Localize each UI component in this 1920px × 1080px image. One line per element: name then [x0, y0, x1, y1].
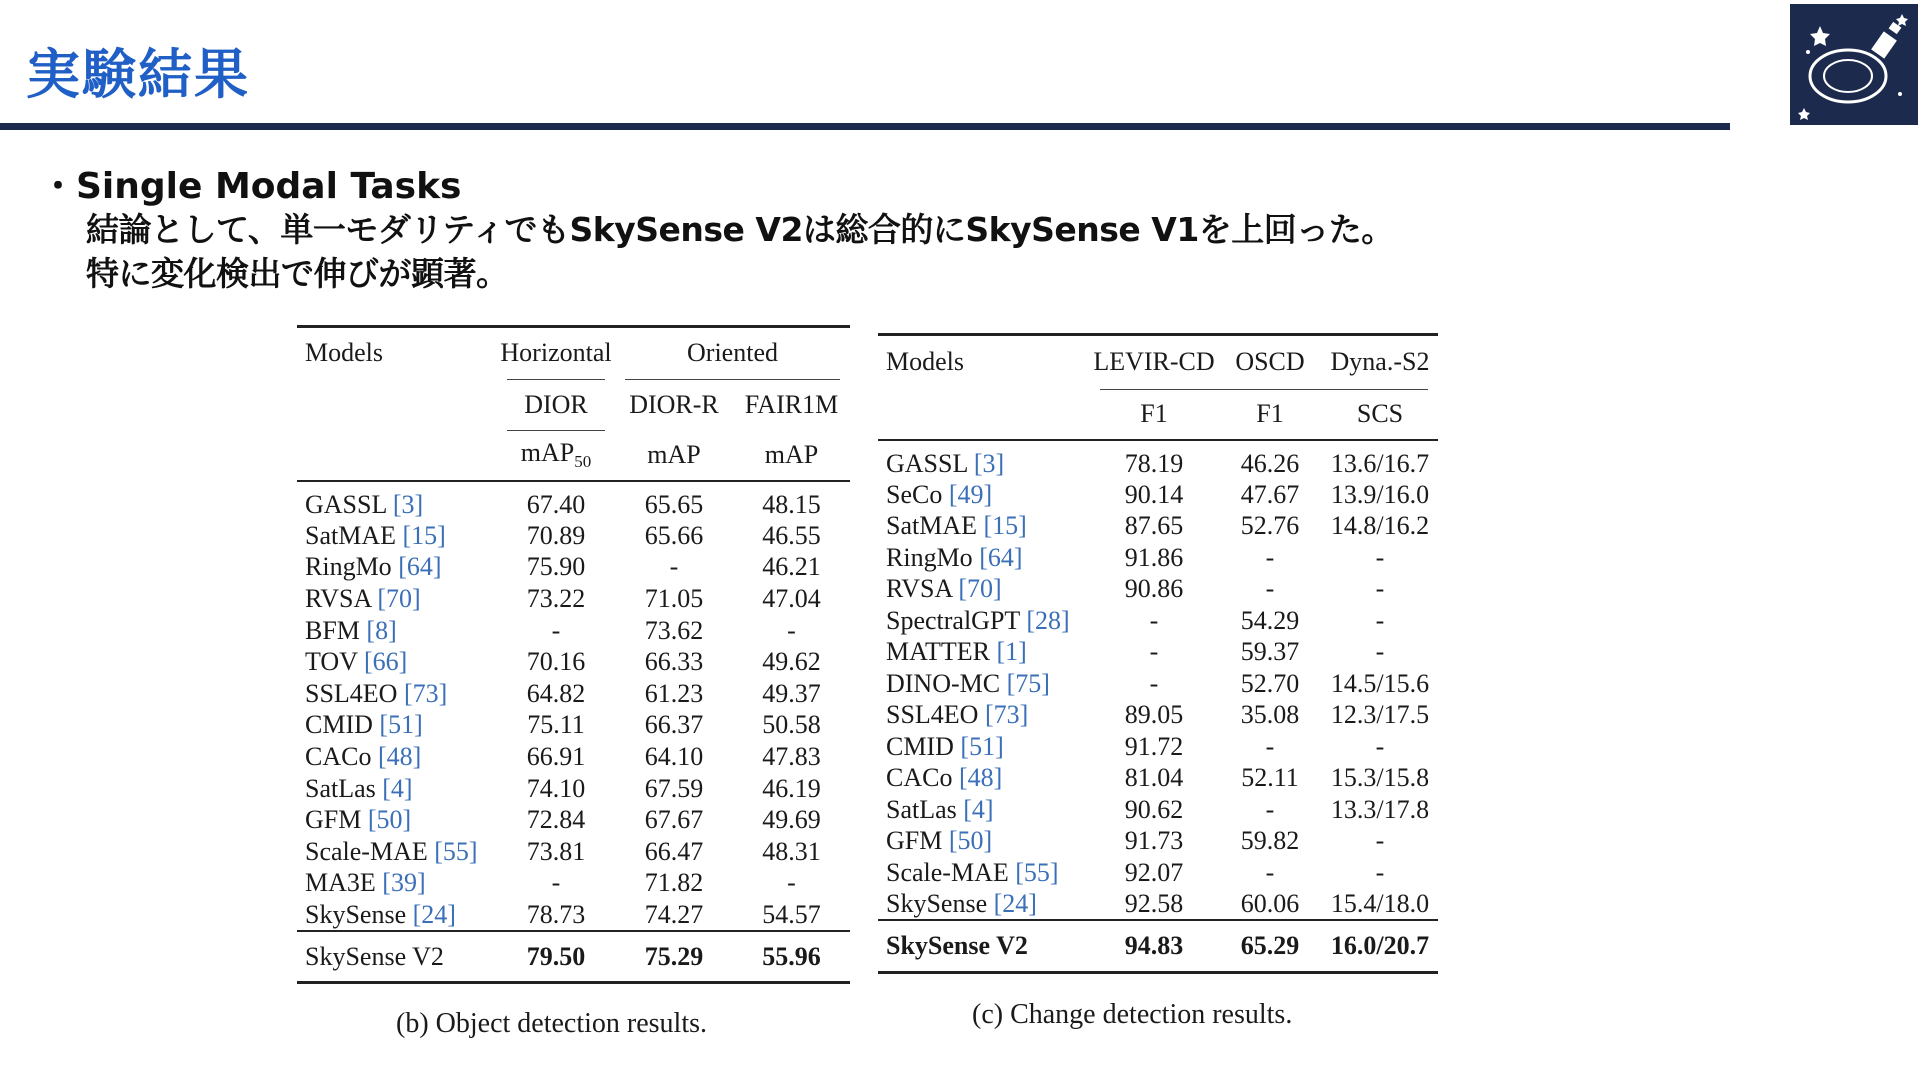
dyna-scs: -: [1375, 857, 1385, 887]
model-name: [878, 857, 1090, 889]
table-row: [878, 826, 1438, 858]
dior-r-map: 67.67: [644, 805, 704, 835]
levir-f1: 91.86: [1124, 542, 1184, 572]
dior-map50: 72.84: [526, 805, 586, 835]
dior-map50: 75.90: [526, 552, 586, 582]
model-name: [878, 668, 1090, 700]
levir-f1: 81.04: [1124, 763, 1184, 793]
model-label: Scale-MAE: [305, 836, 428, 866]
citation-ref: [55]: [434, 836, 478, 866]
dior-map50: 67.40: [526, 489, 586, 519]
table-row: [878, 605, 1438, 637]
dior-map50: 75.11: [527, 710, 585, 740]
caption-change-detection: (c) Change detection results.: [972, 999, 1293, 1030]
model-label: SatLas: [305, 773, 376, 803]
sat-ai-challenge-logo: [1790, 4, 1918, 125]
levir-f1: 94.83: [1124, 930, 1184, 960]
oscd-f1: 59.37: [1240, 637, 1300, 667]
header-f1-levir: F1: [1140, 399, 1168, 428]
dyna-scs: -: [1375, 637, 1385, 667]
model-name: [878, 542, 1090, 574]
dior-r-map: 65.65: [644, 489, 704, 519]
model-label: RingMo: [305, 552, 392, 582]
fair1m-map: 49.62: [762, 647, 821, 677]
dior-r-map: -: [669, 552, 679, 582]
header-map50: mAP$_{50}$: [520, 437, 592, 472]
table-row: [297, 552, 850, 584]
oscd-f1: 59.82: [1240, 826, 1300, 856]
bullet-heading: ・Single Modal Tasks: [40, 166, 462, 207]
model-name: [878, 479, 1090, 511]
levir-f1: 92.58: [1124, 888, 1184, 918]
table-row: [878, 574, 1438, 606]
citation-ref: [55]: [1015, 857, 1059, 887]
dyna-scs: -: [1375, 605, 1385, 635]
model-label: SatLas: [886, 794, 957, 824]
model-name: [297, 868, 497, 900]
table-row: [297, 520, 850, 552]
table-row: [297, 773, 850, 805]
model-name: [878, 794, 1090, 826]
dior-map50: 73.22: [526, 584, 586, 614]
model-name: [297, 741, 497, 773]
dior-map50: 64.82: [526, 678, 586, 708]
citation-ref: [48]: [958, 763, 1003, 793]
oscd-f1: 47.67: [1240, 479, 1300, 509]
citation-ref: [1]: [996, 637, 1027, 667]
model-name: [297, 678, 497, 710]
model-label: SeCo: [886, 479, 943, 509]
table-row: [878, 700, 1438, 732]
fair1m-map: 54.57: [762, 899, 821, 929]
table-row: [878, 857, 1438, 889]
dior-map50: 70.16: [526, 647, 586, 677]
dyna-scs: 14.5/15.6: [1330, 668, 1430, 698]
dior-map50: 78.73: [526, 899, 586, 929]
fair1m-map: 48.15: [762, 489, 821, 519]
model-name: [878, 511, 1090, 543]
table-row: [297, 615, 850, 647]
dyna-scs: 13.9/16.0: [1330, 479, 1430, 509]
dior-map50: 73.81: [526, 836, 586, 866]
oscd-f1: -: [1265, 794, 1275, 824]
dior-r-map: 75.29: [644, 941, 704, 971]
slide-title: 実験結果: [26, 43, 250, 106]
table-row: [297, 481, 850, 521]
model-label: SatMAE: [305, 520, 396, 550]
model-name: [878, 637, 1090, 669]
dior-r-map: 71.82: [644, 868, 704, 898]
header-dyna-s2: Dyna.-S2: [1330, 347, 1430, 377]
fair1m-map: 55.96: [762, 941, 821, 971]
change-detection-table: [878, 333, 1438, 974]
citation-ref: [73]: [984, 700, 1029, 730]
model-label: RVSA: [305, 584, 371, 614]
dyna-scs: 16.0/20.7: [1330, 930, 1430, 960]
citation-ref: [51]: [379, 710, 423, 740]
dyna-scs: 13.6/16.7: [1330, 448, 1430, 478]
model-label: GASSL: [886, 448, 968, 478]
model-name: SkySense V2: [886, 930, 1028, 960]
citation-ref: [73]: [403, 678, 448, 708]
model-label: GFM: [305, 805, 362, 835]
citation-ref: [3]: [392, 489, 424, 519]
table-row-final: [878, 920, 1438, 972]
levir-f1: -: [1149, 637, 1159, 667]
model-label: SpectralGPT: [886, 605, 1020, 635]
dyna-scs: -: [1375, 542, 1385, 572]
model-name: [297, 520, 497, 552]
citation-ref: [70]: [377, 584, 421, 614]
citation-ref: [15]: [402, 520, 446, 550]
table-row: [878, 794, 1438, 826]
dior-map50: 66.91: [526, 742, 586, 772]
model-label: MATTER: [886, 637, 990, 667]
model-name: [878, 763, 1090, 795]
dior-map50: 70.89: [526, 520, 586, 550]
header-levir-cd: LEVIR-CD: [1093, 347, 1215, 377]
model-label: CMID: [305, 710, 373, 740]
table-row: [878, 542, 1438, 574]
table-row: [878, 763, 1438, 795]
header-f1-oscd: F1: [1256, 399, 1284, 428]
dior-map50: -: [551, 615, 561, 645]
header-scs: SCS: [1356, 399, 1404, 428]
dior-r-map: 66.33: [644, 647, 704, 677]
table-row: [297, 583, 850, 615]
table-row: [297, 868, 850, 900]
header-oriented: Oriented: [687, 338, 778, 368]
model-name: [297, 899, 497, 931]
model-label: SkySense: [886, 888, 988, 918]
dyna-scs: 12.3/17.5: [1330, 700, 1430, 730]
table-row: [297, 646, 850, 678]
table-row: [878, 479, 1438, 511]
citation-ref: [70]: [958, 574, 1002, 604]
header-oscd: OSCD: [1235, 347, 1305, 377]
table-row: [297, 899, 850, 931]
citation-ref: [3]: [973, 448, 1005, 478]
model-name: [297, 552, 497, 584]
model-name: [878, 605, 1090, 637]
model-label: SSL4EO: [305, 678, 398, 708]
levir-f1: 91.73: [1124, 826, 1184, 856]
oscd-f1: 35.08: [1240, 700, 1300, 730]
levir-f1: 89.05: [1124, 700, 1184, 730]
model-name: [297, 710, 497, 742]
oscd-f1: 52.70: [1240, 668, 1300, 698]
model-name: [297, 773, 497, 805]
header-rule: [0, 123, 1730, 130]
caption-object-detection: (b) Object detection results.: [396, 1008, 708, 1039]
oscd-f1: 52.11: [1241, 763, 1299, 793]
fair1m-map: 47.83: [762, 742, 821, 772]
model-name: SkySense V2: [305, 941, 444, 971]
citation-ref: [66]: [364, 647, 408, 677]
fair1m-map: 49.37: [762, 678, 821, 708]
model-name: [297, 646, 497, 678]
fair1m-map: 48.31: [762, 836, 821, 866]
model-label: GASSL: [305, 489, 387, 519]
model-name: [297, 836, 497, 868]
model-label: MA3E: [305, 868, 376, 898]
model-name: [297, 615, 497, 647]
oscd-f1: 65.29: [1240, 930, 1300, 960]
citation-ref: [51]: [960, 731, 1004, 761]
levir-f1: -: [1149, 668, 1159, 698]
citation-ref: [15]: [983, 511, 1027, 541]
citation-ref: [39]: [382, 868, 426, 898]
model-name: [297, 481, 497, 521]
dior-r-map: 66.47: [644, 836, 704, 866]
dior-map50: -: [551, 868, 561, 898]
header-fair1m: FAIR1M: [744, 389, 839, 419]
model-name: [297, 583, 497, 615]
citation-ref: [50]: [948, 826, 993, 856]
dior-r-map: 61.23: [644, 678, 704, 708]
model-name: [878, 440, 1090, 480]
model-label: RVSA: [886, 574, 952, 604]
table-row-final: [297, 931, 850, 983]
citation-ref: [49]: [948, 479, 993, 509]
header-map-dior-r: mAP: [647, 440, 701, 469]
model-label: CACo: [305, 742, 372, 772]
oscd-f1: 60.06: [1240, 888, 1300, 918]
citation-ref: [24]: [993, 888, 1037, 918]
table-row: [878, 637, 1438, 669]
table-row: [878, 440, 1438, 480]
citation-ref: [64]: [398, 552, 442, 582]
model-label: Scale-MAE: [886, 857, 1009, 887]
table-c-body: [878, 440, 1438, 921]
citation-ref: [24]: [412, 899, 456, 929]
fair1m-map: 50.58: [762, 710, 821, 740]
table-b-body: [297, 481, 850, 931]
model-label: BFM: [305, 615, 360, 645]
table-row: [297, 836, 850, 868]
model-name: [878, 826, 1090, 858]
table-row: [878, 889, 1438, 921]
table-row: [878, 511, 1438, 543]
conclusion-line-2: 特に変化検出で伸びが顕著。: [86, 254, 509, 293]
header-dior-r: DIOR-R: [629, 389, 719, 419]
levir-f1: 87.65: [1124, 511, 1184, 541]
fair1m-map: -: [787, 615, 796, 645]
dyna-scs: -: [1375, 826, 1385, 856]
dyna-scs: -: [1375, 731, 1385, 761]
oscd-f1: -: [1265, 542, 1275, 572]
dior-r-map: 74.27: [644, 899, 704, 929]
model-label: DINO-MC: [886, 668, 1001, 698]
model-label: SSL4EO: [886, 700, 979, 730]
model-label: SkySense: [305, 899, 407, 929]
dior-r-map: 71.05: [644, 584, 704, 614]
oscd-f1: -: [1265, 574, 1275, 604]
model-name: [878, 889, 1090, 921]
fair1m-map: 49.69: [762, 805, 821, 835]
object-detection-table: [297, 325, 850, 984]
levir-f1: 90.86: [1124, 574, 1184, 604]
dior-r-map: 67.59: [644, 773, 704, 803]
header-horizontal: Horizontal: [500, 338, 612, 368]
dyna-scs: -: [1375, 574, 1385, 604]
model-label: GFM: [886, 826, 943, 856]
fair1m-map: 46.55: [762, 520, 821, 550]
oscd-f1: 46.26: [1240, 448, 1300, 478]
dyna-scs: 13.3/17.8: [1330, 794, 1430, 824]
table-row: [297, 710, 850, 742]
table-row: [878, 668, 1438, 700]
conclusion-line-1: 結論として、単一モダリティでもSkySense V2は総合的にSkySense V1を上回った。: [86, 210, 1394, 249]
oscd-f1: 52.76: [1240, 511, 1300, 541]
citation-ref: [4]: [963, 794, 994, 824]
citation-ref: [75]: [1006, 668, 1050, 698]
model-name: [297, 804, 497, 836]
dyna-scs: 14.8/16.2: [1330, 511, 1430, 541]
oscd-f1: -: [1265, 731, 1275, 761]
oscd-f1: 54.29: [1240, 605, 1300, 635]
table-row: [297, 741, 850, 773]
levir-f1: -: [1149, 605, 1159, 635]
dior-r-map: 73.62: [644, 615, 704, 645]
citation-ref: [50]: [367, 805, 412, 835]
model-label: SatMAE: [886, 511, 977, 541]
header-models: Models: [886, 347, 964, 377]
oscd-f1: -: [1265, 857, 1275, 887]
dior-map50: 74.10: [526, 773, 586, 803]
model-label: RingMo: [886, 542, 973, 572]
model-name: [878, 731, 1090, 763]
table-row: [297, 678, 850, 710]
dyna-scs: 15.3/15.8: [1330, 763, 1430, 793]
fair1m-map: 46.19: [762, 773, 821, 803]
dior-r-map: 65.66: [644, 520, 704, 550]
model-label: CACo: [886, 763, 953, 793]
dior-r-map: 66.37: [644, 710, 704, 740]
dyna-scs: 15.4/18.0: [1330, 888, 1430, 918]
fair1m-map: 47.04: [762, 584, 821, 614]
fair1m-map: 46.21: [762, 552, 821, 582]
levir-f1: 90.62: [1124, 794, 1184, 824]
model-label: CMID: [886, 731, 954, 761]
citation-ref: [4]: [382, 773, 413, 803]
citation-ref: [48]: [377, 742, 422, 772]
levir-f1: 78.19: [1124, 448, 1184, 478]
logo-graphic: [1790, 4, 1918, 125]
citation-ref: [64]: [979, 542, 1023, 572]
model-name: [878, 700, 1090, 732]
header-models: Models: [305, 338, 383, 368]
table-row: [878, 731, 1438, 763]
citation-ref: [8]: [366, 615, 397, 645]
dior-map50: 79.50: [526, 941, 586, 971]
citation-ref: [28]: [1026, 605, 1070, 635]
fair1m-map: -: [787, 868, 796, 898]
header-map-fair1m: mAP: [764, 440, 819, 469]
dior-r-map: 64.10: [644, 742, 704, 772]
levir-f1: 91.72: [1124, 731, 1184, 761]
levir-f1: 90.14: [1124, 479, 1184, 509]
levir-f1: 92.07: [1124, 857, 1184, 887]
header-dior: DIOR: [524, 389, 588, 419]
model-name: [878, 574, 1090, 606]
model-label: TOV: [305, 647, 358, 677]
table-row: [297, 804, 850, 836]
